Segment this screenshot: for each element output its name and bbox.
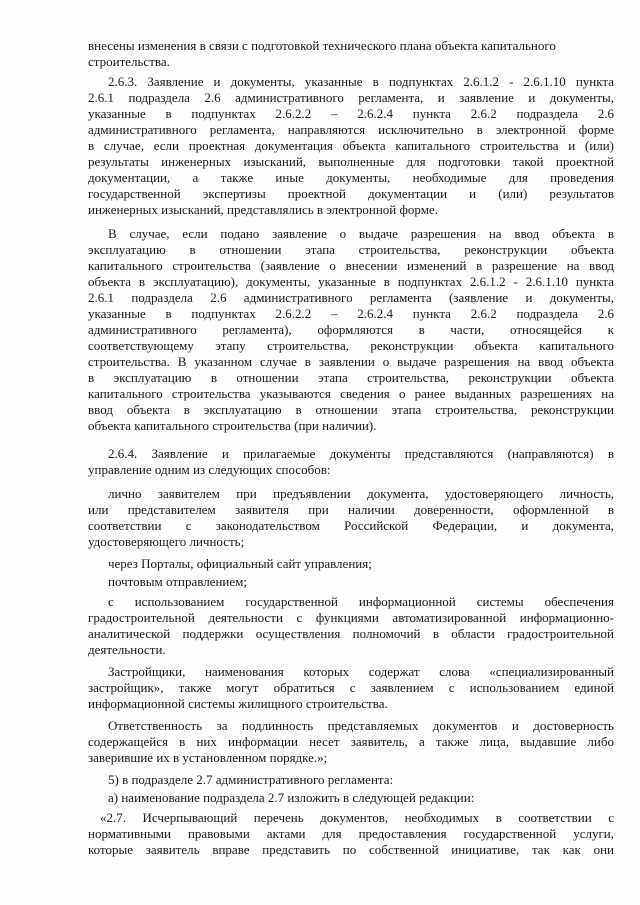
text-line: эксплуатацию в отношении этапа строительства, реконструкции объекта (88, 242, 614, 257)
text-line: 2.6.4. Заявление и прилагаемые документы представляются (направляются) в (108, 446, 614, 461)
text-line: 2.6.3. Заявление и документы, указанные в подпунктах 2.6.1.2 - 2.6.1.10 пункта (108, 74, 614, 89)
text-line: управление одним из следующих способов: (88, 462, 331, 477)
text-line: в случае, если проектная документация объекта капитального строительства и (или) (88, 138, 614, 153)
text-line: а) наименование подраздела 2.7 изложить в следующей редакции: (108, 790, 475, 805)
text-line: через Порталы, официальный сайт управления; (108, 556, 372, 571)
text-line: аналитической поддержки осуществления полномочий в области градостроительной (88, 626, 614, 641)
text-line: внесены изменения в связи с подготовкой технического плана объекта капитального (88, 38, 556, 53)
text-line: застройщик», также могут обратиться с заявлением с использованием единой (88, 680, 614, 695)
text-line: строительства. В указанном случае в заявлении о выдаче разрешения на ввод объекта (88, 354, 614, 369)
text-line: административного регламента, направляются исключительно в электронной форме (88, 122, 614, 137)
text-line: инженерных изысканий, представлялись в электронной форме. (88, 202, 438, 217)
text-line: результаты инженерных изысканий, выполненные для подготовки такой проектной (88, 154, 614, 169)
text-line: соответствии с законодательством Российской Федерации, и документа, (88, 518, 614, 533)
text-line: почтовым отправлением; (108, 574, 248, 589)
text-line: капитального строительства (заявление о внесении изменений в разрешение на ввод (88, 258, 614, 273)
text-line: объекта в эксплуатацию), документы, указанные в подпунктах 2.6.1.2 - 2.6.1.10 пункта (88, 274, 614, 289)
text-line: или представителем заявителя при наличии доверенности, оформленной в (88, 502, 614, 517)
text-line: информационной системы жилищного строительства. (88, 696, 388, 711)
text-line: 5) в подразделе 2.7 административного регламента: (108, 772, 394, 787)
text-line: которые заявитель вправе представить по собственной инициативе, так как они (88, 842, 614, 857)
text-line: «2.7. Исчерпывающий перечень документов, необходимых в соответствии с (100, 810, 614, 825)
text-line: объекта капитального строительства (при наличии). (88, 418, 377, 433)
text-line: лично заявителем при предъявлении документа, удостоверяющего личность, (108, 486, 614, 501)
text-line: В случае, если подано заявление о выдаче разрешения на ввод объекта в (108, 226, 614, 241)
text-line: указанные в подпунктах 2.6.2.2 – 2.6.2.4 пункта 2.6.2 подраздела 2.6 (88, 306, 614, 321)
text-line: в эксплуатацию в отношении этапа строительства, реконструкции объекта (88, 370, 614, 385)
text-line: строительства. (88, 54, 170, 69)
text-line: капитального строительства указываются сведения о ранее выданных разрешениях на (88, 386, 614, 401)
text-line: ввод объекта в эксплуатацию в отношении этапа строительства, реконструкции (88, 402, 614, 417)
text-line: 2.6.1 подраздела 2.6 административного регламента (заявление и документы, (88, 290, 614, 305)
text-line: государственной экспертизы проектной документации и (или) результатов (88, 186, 614, 201)
text-line: нормативными правовыми актами для предоставления государственной услуги, (88, 826, 614, 841)
text-line: с использованием государственной информационной системы обеспечения (108, 594, 614, 609)
text-line: заверившие их в установленном порядке.»; (88, 750, 328, 765)
text-line: 2.6.1 подраздела 2.6 административного регламента, и заявление и документы, (88, 90, 614, 105)
text-line: административного регламента), оформляются в части, относящейся к (88, 322, 614, 337)
text-line: документации, а также иные документы, необходимые для проведения (88, 170, 614, 185)
text-line: соответствующему этапу строительства, реконструкции объекта капитального (88, 338, 614, 353)
text-line: Ответственность за подлинность представляемых документов и достоверность (108, 718, 614, 733)
text-line: деятельности. (88, 642, 166, 657)
text-line: содержащейся в них информации несет заявитель, а также лица, выдавшие либо (88, 734, 614, 749)
text-line: Застройщики, наименования которых содержат слова «специализированный (108, 664, 614, 679)
text-line: градостроительной деятельности с функциями автоматизированной информационно- (88, 610, 614, 625)
text-line: удостоверяющего личность; (88, 534, 245, 549)
text-line: указанные в подпунктах 2.6.2.2 – 2.6.2.4 пункта 2.6.2 подраздела 2.6 (88, 106, 614, 121)
